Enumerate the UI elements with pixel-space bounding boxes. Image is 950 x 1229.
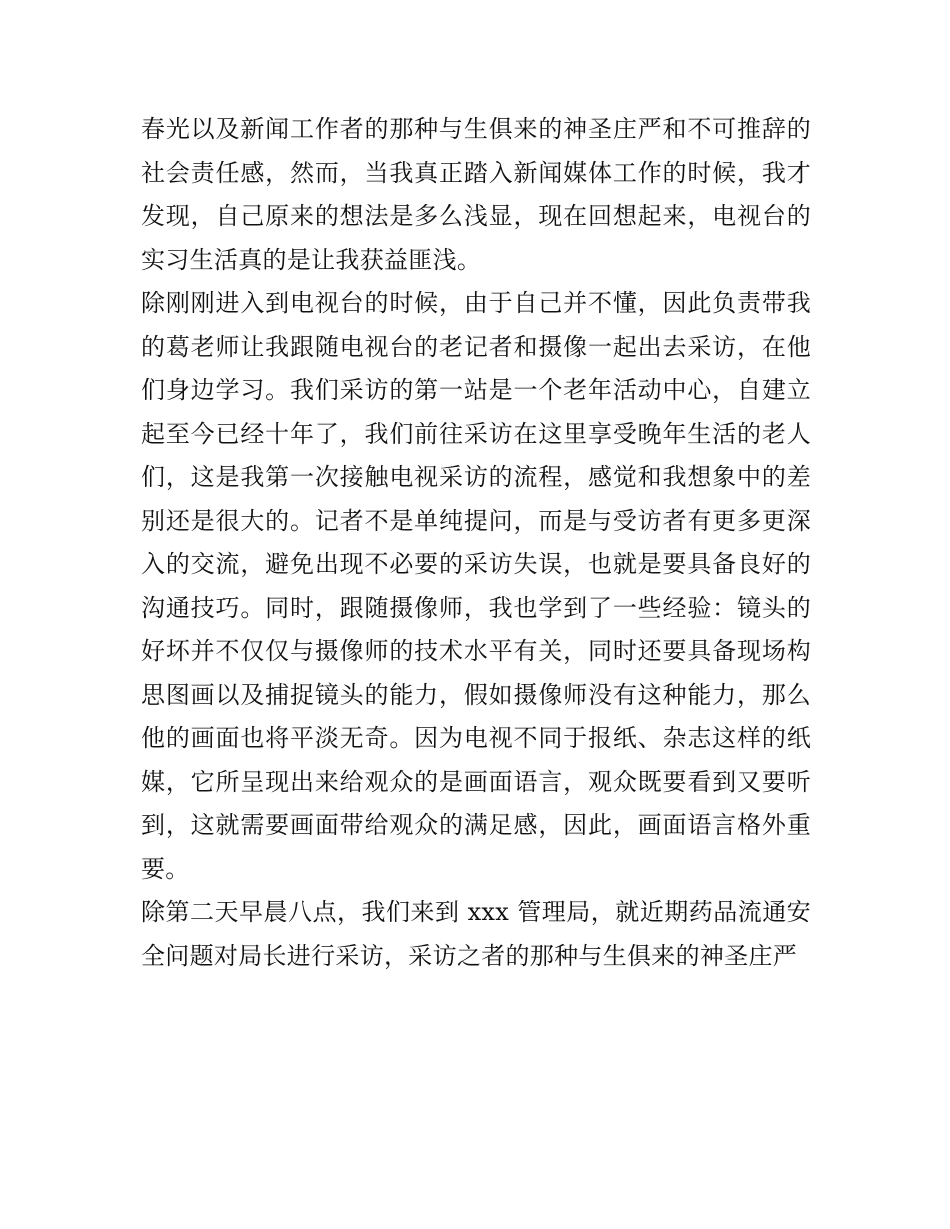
body-text: [141, 108, 811, 978]
paragraph-3: 除第二天早晨八点，我们来到 xxx 管理局，就近期药品流通安全问题对局长进行采访，采访之者的那种与生俱来的神圣庄严: [141, 898, 811, 970]
paragraph-2: 除刚刚进入到电视台的时候，由于自己并不懂，因此负责带我的葛老师让我跟随电视台的老记者和摄像一起出去采访，在他们身边学习。我们采访的第一站是一个老年活动中心，自建立起至今已经十年了，我们前往采访在这里享受晚年生活的老人们，这是我第一次接触电视采访的流程，感觉和我想象中的差别还是很大的。记者不是单纯提问，而是与受访者有更多更深入的交流，避免出现不必要的采访失误，也就是要具备良好的沟通技巧。同时，跟随摄像师，我也学到了一些经验：镜头的好坏并不仅仅与摄像师的技术水平有关，同时还要具备现场构思图画以及捕捉镜头的能力，假如摄像师没有这种能力，那么他的画面也将平淡无奇。因为电视不同于报纸、杂志这样的纸媒，它所呈现出来给观众的是画面语言，观众既要看到又要听到，这就需要画面带给观众的满足感，因此，画面语言格外重要。: [141, 289, 811, 883]
paragraph-1: 春光以及新闻工作者的那种与生俱来的神圣庄严和不可推辞的社会责任感，然而，当我真正踏入新闻媒体工作的时候，我才发现，自己原来的想法是多么浅显，现在回想起来，电视台的实习生活真的是让我获益匪浅。: [141, 115, 811, 274]
